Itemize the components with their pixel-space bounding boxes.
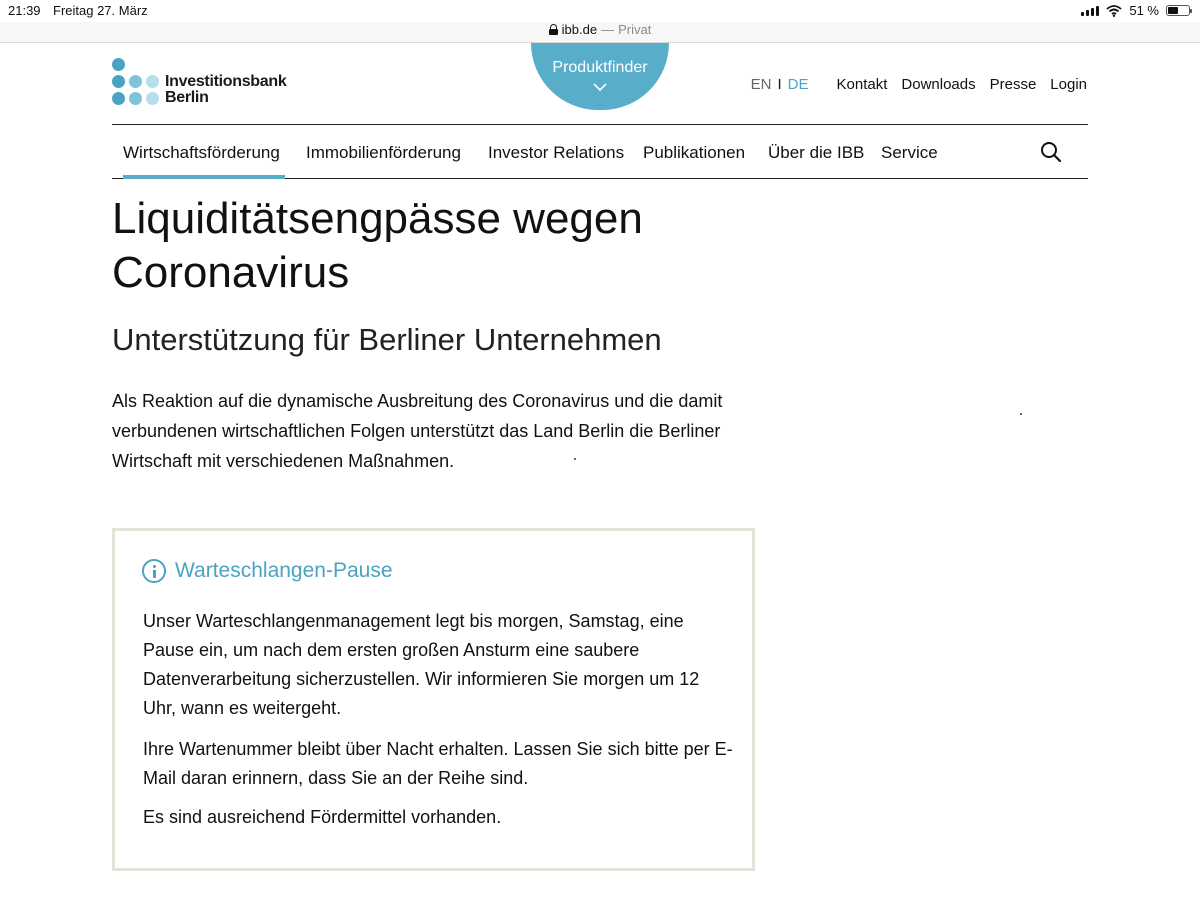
chevron-down-icon [593,83,607,91]
main-nav [112,124,1088,179]
page-title: Liquiditätsengpässe wegen Coronavirus [112,194,643,297]
notice-paragraph: Unser Warteschlangenmanagement legt bis morgen, Samstag, eine Pause ein, um nach dem ersten großen Ansturm eine saubere Datenverarbeitung sicherzustellen. Wir informieren Sie morgen um 12 Uhr, wann es weitergeht. [143,611,700,718]
notice-paragraph: Es sind ausreichend Fördermittel vorhanden. [143,807,502,827]
nav-item-wirtschaftsfoerderung[interactable]: Wirtschaftsförderung [123,143,280,162]
info-icon [142,559,166,583]
produktfinder-label: Produktfinder [552,59,648,76]
lang-separator: I [777,76,782,93]
status-bar [0,0,1200,22]
search-icon[interactable] [1040,141,1062,163]
logo-dot [129,75,142,88]
cellular-signal-icon [1081,5,1099,16]
logo-dot [146,75,159,88]
nav-item-service[interactable]: Service [881,143,938,162]
url-domain: ibb.de [561,22,598,37]
battery-percent: 51 % [1129,3,1159,18]
active-nav-indicator [123,175,285,179]
notice-title: Warteschlangen-Pause [175,559,393,582]
logo-dot [112,58,125,71]
nav-item-immobilienfoerderung[interactable]: Immobilienförderung [306,143,461,162]
nav-item-investor-relations[interactable]: Investor Relations [488,143,625,162]
status-date: Freitag 27. März [53,3,148,18]
lang-en-link[interactable]: EN [750,76,772,93]
logo-dot [146,92,159,105]
logo-dot [129,92,142,105]
notice-header [142,559,393,583]
ibb-logo[interactable] [112,58,292,108]
intro-paragraph: Als Reaktion auf die dynamische Ausbreitung des Coronavirus und die damit verbundenen wirtschaftlichen Folgen unterstützt das Land Berlin die Berliner Wirtschaft mit verschiedenen Maßnahmen. [112,391,723,471]
kontakt-link[interactable]: Kontakt [836,76,888,93]
login-link[interactable]: Login [1050,76,1087,93]
url-separator: — [601,22,615,37]
nav-item-publikationen[interactable]: Publikationen [643,143,746,162]
utility-nav [751,76,1087,93]
address-bar[interactable] [0,22,1200,43]
logo-line2: Berlin [165,89,209,106]
stray-dot [1020,413,1022,415]
page-subtitle: Unterstützung für Berliner Unternehmen [112,322,662,357]
logo-line1: Investitionsbank [165,73,287,90]
stray-dot [574,458,576,460]
produktfinder-button[interactable] [531,43,669,110]
private-mode-label: Privat [618,22,652,37]
lock-icon [549,24,558,35]
wifi-icon [1106,5,1122,17]
logo-wordmark [165,74,286,106]
logo-dot [112,75,125,88]
notice-paragraph: Ihre Wartenummer bleibt über Nacht erhalten. Lassen Sie sich bitte per E-Mail daran erinnern, dass Sie an der Reihe sind. [143,739,733,788]
battery-icon [1166,5,1190,16]
lang-de-link[interactable]: DE [787,76,809,93]
downloads-link[interactable]: Downloads [901,76,976,93]
notice-box [112,528,755,871]
nav-item-ueber-die-ibb[interactable]: Über die IBB [768,143,865,162]
status-time: 21:39 [8,3,41,18]
presse-link[interactable]: Presse [989,76,1037,93]
logo-dot [112,92,125,105]
status-indicators [1081,3,1190,18]
